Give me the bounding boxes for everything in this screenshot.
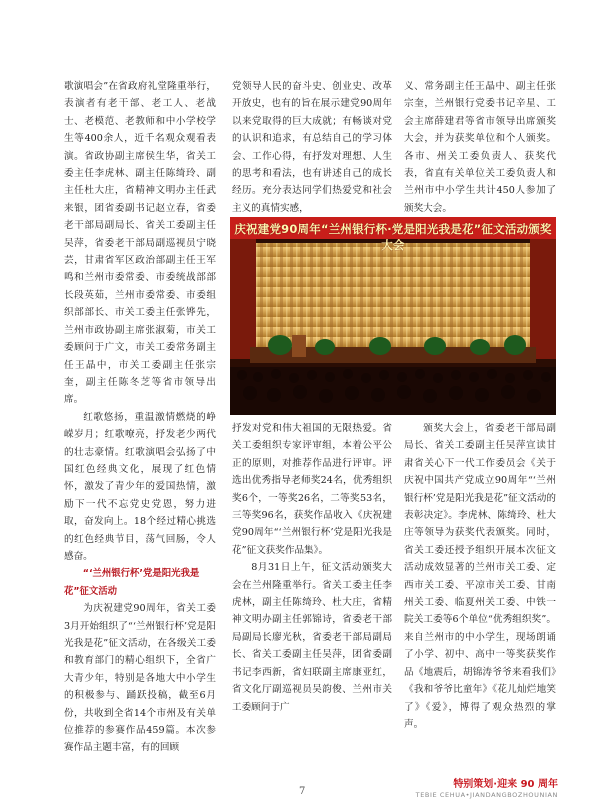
article-paragraph: 红歌悠扬，重温激情燃烧的峥嵘岁月；红歌嘹亮，抒发老少两代的壮志豪情。红歌演唱会弘扬了中国红色经典文化，展现了红色情怀，激发了青少年的爱国热情，激励下一代不忘党史党恩，努力进取，奋发向上。18个经过精心挑选的红色经典节目，荡气回肠，令人感奋。 bbox=[64, 411, 216, 562]
article-paragraph: 党领导人民的奋斗史、创业史、改革开放史，也有的旨在展示建党90周年以来党取得的巨大成就；有畅谈对党的认识和追求，有总结自己的学习体会、工作心得，有抒发对理想、人生的思考和看法，也有讲述自己的成长经历。充分表达同学们热爱党和社会主义的真情实感， bbox=[232, 81, 392, 214]
section-subheading: “‘兰州银行杯’党是阳光我是 bbox=[82, 568, 200, 580]
article-paragraph: 8月31日上午，征文活动颁奖大会在兰州隆重举行。省关工委主任李虎林，副主任陈绮玲、杜大庄，省精神文明办副主任郭锦诗，省委老干部局副局长廖光秋，省委老干部局副局长、省关工委副主任吴萍，团省委副书记李西新，省妇联副主席康亚红，省文化厅副巡视员吴韵俊、兰州市关工委顾问于广 bbox=[232, 562, 392, 713]
section-subtitle: TEBIE CEHUA•JIANDANGBOZHOUNIAN bbox=[415, 791, 558, 799]
article-column-3-bottom bbox=[404, 420, 556, 733]
ceremony-photo bbox=[230, 217, 556, 415]
article-paragraph: 颁奖大会上，省委老干部局副局长、省关工委副主任吴萍宣读甘肃省关心下一代工作委员会《关于庆祝中国共产党成立90周年“‘兰州银行杯’党是阳光我是花”征文活动的表彰决定》。李虎林、陈绮玲、杜大庄等领导为获奖代表颁奖。同时，省关工委还授予组织开展本次征文活动成效显著的兰州市关工委、定西市关工委、平凉市关工委、甘南州关工委、临夏州关工委、中铁一院关工委等6个单位“优秀组织奖”。来自兰州市的中小学生，现场朗诵了小学、初中、高中一等奖获奖作品《地震后，胡锦涛爷爷来看我们》《我和爷爷比童年》《花儿灿烂地笑了》《爱》，博得了观众热烈的掌声。 bbox=[404, 423, 556, 730]
banner-text: 庆祝建党90周年“兰州银行杯·党是阳光我是花”征文活动颁奖大会 bbox=[234, 222, 552, 252]
podium bbox=[292, 335, 306, 357]
article-column-1 bbox=[64, 78, 216, 757]
article-paragraph: 抒发对党和伟大祖国的无限热爱。省关工委组织专家评审组，本着公平公正的原则，对推荐作品进行评审。评选出优秀指导老师奖24名，优秀组织奖6个，一等奖26名，二等奖53名，三等奖96名，获奖作品收入《庆祝建党90周年“‘兰州银行杯’党是阳光我是花”征文获奖作品集》。 bbox=[232, 423, 392, 556]
article-column-2-bottom bbox=[232, 420, 392, 716]
audience bbox=[230, 367, 556, 415]
article-paragraph: 为庆祝建党90周年，省关工委3月开始组织了“‘兰州银行杯’党是阳光我是花”征文活动，在各级关工委和教育部门的精心组织下，全省广大青少年，特别是各地大中小学生的积极参与、踊跃投稿，截至6月份，共收到全省14个市州及有关单位推荐的参赛作品459篇。本次参赛作品主题丰富，有的回顾 bbox=[64, 603, 216, 754]
article-column-3-top bbox=[404, 78, 556, 217]
section-title: 特别策划·迎来 90 周年 bbox=[453, 779, 558, 790]
article-column-2-top bbox=[232, 78, 392, 217]
section-subheading-cont: 花”征文活动 bbox=[64, 585, 118, 597]
article-paragraph: 义、常务副主任王晶中、副主任张宗奎，兰州银行党委书记辛星、工会主席薛建君等省市领导出席颁奖大会，并为获奖单位和个人颁奖。各市、州关工委负责人、获奖代表，省直有关单位关工委负责人和兰州市中小学生共计450人参加了颁奖大会。 bbox=[404, 81, 556, 214]
page-number: 7 bbox=[299, 786, 306, 797]
stage-curtain bbox=[256, 243, 530, 347]
article-paragraph: 歌演唱会”在省政府礼堂隆重举行，表演者有老干部、老工人、老战士、老模范、老教师和中小学校学生等400余人，近千名观众观看表演。省政协副主席侯生华，省关工委主任李虎林、副主任陈绮玲、副主任杜大庄，省精神文明办主任武来银，团省委副书记赵立春，省委老干部局副局长、省关工委副主任吴萍，省委老干部局副巡视员宁晓芸，甘肃省军区政治部副主任王军鸣和兰州市委常委、市委统战部部长段英茹，兰州市委常委、市委组织部部长、市关工委主任张铧先，兰州市政协副主席张淑菊，市关工委顾问于广文，市关工委常务副主任王晶中，市关工委副主任张宗奎，副主任陈冬芝等省市领导出席。 bbox=[64, 81, 216, 406]
section-footer bbox=[416, 775, 558, 799]
